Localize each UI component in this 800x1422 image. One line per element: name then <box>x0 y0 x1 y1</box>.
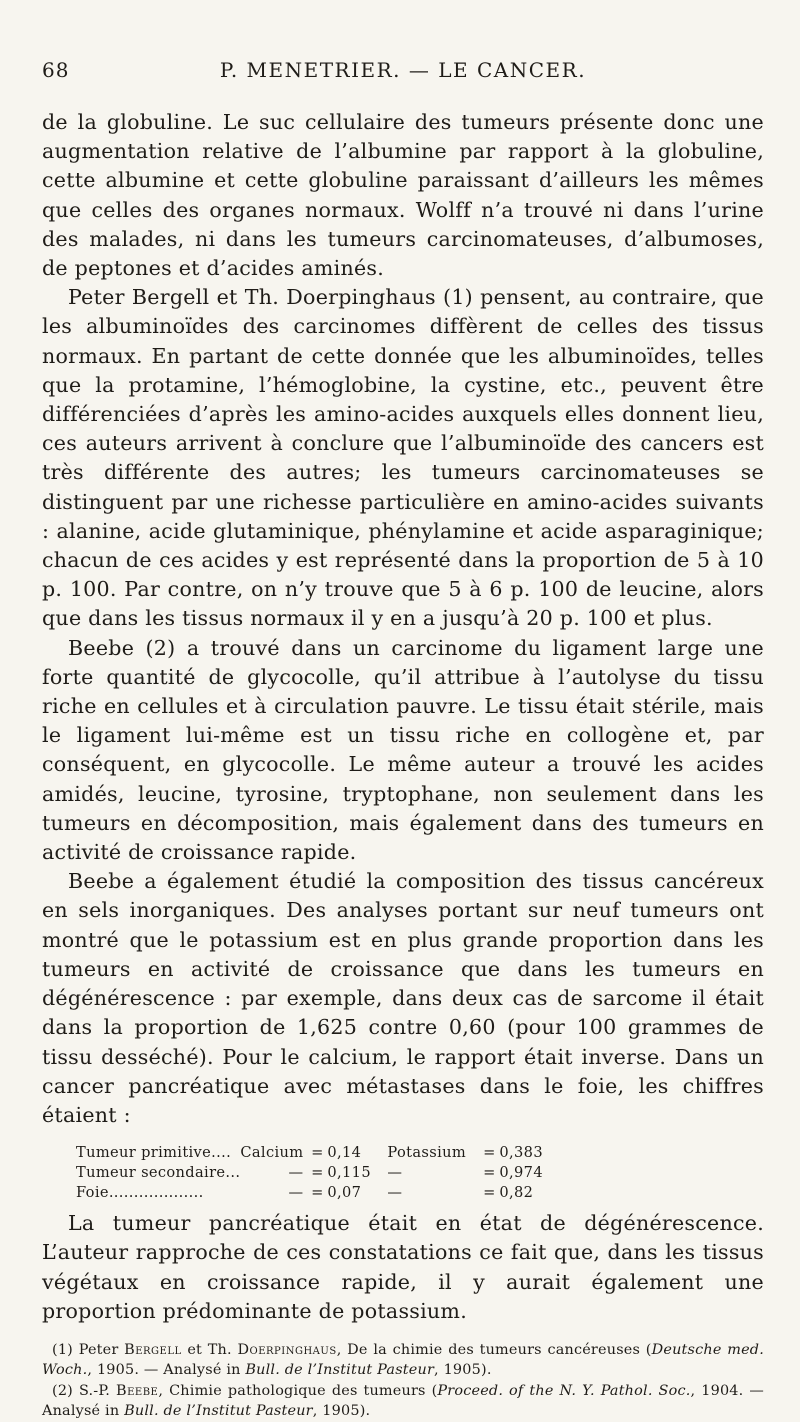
footnotes <box>42 1340 764 1422</box>
paragraph-bergell: Peter Bergell et Th. Doerpinghaus (1) pensent, au contraire, que les albuminoïdes des carcinomes diffèrent de celles des tissus normaux. En partant de cette donnée que les albuminoïdes, telles que la protamine, l’hémoglobine, la cystine, etc., peuvent être différenciées d’après les amino-acides auxquels elles donnent lieu, ces auteurs arrivent à conclure que l’albuminoïde des cancers est très différente des autres; les tumeurs carcinomateuses se distinguent par une richesse particulière en amino-acides suivants : alanine, acide glutaminique, phénylamine et acide asparaginique; chacun de ces acides y est représenté dans la proportion de 5 à 10 p. 100. Par contre, on n’y trouve que 5 à 6 p. 100 de leucine, alors que dans les tissus normaux il y en a jusqu’à 20 p. 100 et plus. <box>42 285 764 631</box>
equals-sign: = <box>311 1184 324 1202</box>
page-number: 68 <box>42 58 70 82</box>
footnote-bulletin: Bull. de l’Institut Pasteur <box>245 1362 435 1379</box>
element-potassium: — <box>387 1184 403 1202</box>
table-row <box>76 1143 559 1163</box>
footnote-author: Bergell <box>124 1341 182 1358</box>
running-title: P. MENETRIER. — LE CANCER. <box>219 58 587 82</box>
paragraph-beebe-sels: Beebe a également étudié la composition des tissus cancéreux en sels inorganiques. Des analyses portant sur neuf tumeurs ont montré que le potassium est en plus grande proportion dans les tumeurs en activité de croissance que dans les tumeurs en dégénérescence : par exemple, dans deux cas de sarcome il était dans la proportion de 1,625 contre 0,60 (pour 100 grammes de tissu desséché). Pour le calcium, le rapport était inverse. Dans un cancer pancréatique avec métastases dans le foie, les chiffres étaient : <box>42 869 764 1127</box>
footnote-journal: Deutsche med. Woch. <box>42 1341 764 1379</box>
footnote-bulletin: Bull. de l’Institut Pasteur <box>124 1403 313 1420</box>
footnote-pre: Peter <box>78 1341 119 1358</box>
footnote-mid: et Th. <box>187 1341 232 1358</box>
element-calcium: — <box>288 1184 304 1202</box>
footnote-tail: , 1904. — Analysé in <box>42 1382 764 1420</box>
calcium-value: 0,14 <box>327 1144 362 1162</box>
element-potassium: Potassium <box>387 1144 467 1162</box>
element-calcium: — <box>288 1164 304 1182</box>
potassium-value: 0,974 <box>499 1164 543 1182</box>
footnote-1 <box>42 1340 764 1381</box>
potassium-value: 0,383 <box>499 1144 543 1162</box>
equals-sign: = <box>311 1144 324 1162</box>
footnote-ref: (2) <box>52 1382 73 1399</box>
footnote-author: Beebe <box>116 1382 159 1399</box>
calcium-value: 0,115 <box>327 1164 371 1182</box>
footnote-pre: S.-P. <box>78 1382 111 1399</box>
row-label: Foie................... <box>76 1184 204 1202</box>
footnote-author: Doerpinghaus <box>237 1341 337 1358</box>
footnote-end: , 1905). <box>434 1362 492 1379</box>
element-calcium: Calcium <box>240 1144 304 1162</box>
equals-sign: = <box>483 1164 496 1182</box>
footnote-journal: Proceed. of the N. Y. Pathol. Soc. <box>437 1382 691 1399</box>
footnote-title: , De la chimie des tumeurs cancéreuses ( <box>336 1341 652 1358</box>
footnote-mid: , Chimie pathologique des tumeurs ( <box>158 1382 438 1399</box>
equals-sign: = <box>483 1184 496 1202</box>
paragraph-conclusion: La tumeur pancréatique était en état de dégénérescence. L’auteur rapproche de ces constatations ce fait que, dans les tissus végétaux en croissance rapide, il y aurait également une proportion prédominante de potassium. <box>42 1211 764 1323</box>
footnote-tail: , 1905. — Analysé in <box>87 1362 246 1379</box>
table-row <box>76 1163 559 1183</box>
equals-sign: = <box>483 1144 496 1162</box>
equals-sign: = <box>311 1164 324 1182</box>
element-potassium: — <box>387 1164 403 1182</box>
footnote-ref: (1) <box>52 1341 73 1358</box>
row-label: Tumeur secondaire... <box>76 1164 241 1182</box>
potassium-value: 0,82 <box>499 1184 534 1202</box>
calcium-value: 0,07 <box>327 1184 362 1202</box>
paragraph-continued: de la globuline. Le suc cellulaire des tumeurs présente donc une augmentation relative de l’albumine par rapport à la globuline, cette albumine et cette globuline paraissant d’ailleurs les mêmes que celles des organes normaux. Wolff n’a trouvé ni dans l’urine des malades, ni dans les tumeurs carcinomateuses, d’albumoses, de peptones et d’acides aminés. <box>42 110 764 281</box>
page-header <box>42 58 764 88</box>
mineral-values-table <box>76 1143 559 1203</box>
footnote-2 <box>42 1381 764 1422</box>
row-label: Tumeur primitive.... <box>76 1144 232 1162</box>
paragraph-beebe-glycocolle: Beebe (2) a trouvé dans un carcinome du ligament large une forte quantité de glycocolle, qu’il attribue à l’autolyse du tissu riche en cellules et à circulation pauvre. Le tissu était stérile, mais le ligament lui-même est un tissu riche en collogène et, par conséquent, en glycocolle. Le même auteur a trouvé les acides amidés, leucine, tyrosine, tryptophane, non seulement dans les tumeurs en décomposition, mais également dans des tumeurs en activité de croissance rapide. <box>42 635 764 865</box>
page-body <box>42 108 764 1422</box>
table-row <box>76 1183 559 1203</box>
footnote-end: , 1905). <box>312 1403 371 1420</box>
